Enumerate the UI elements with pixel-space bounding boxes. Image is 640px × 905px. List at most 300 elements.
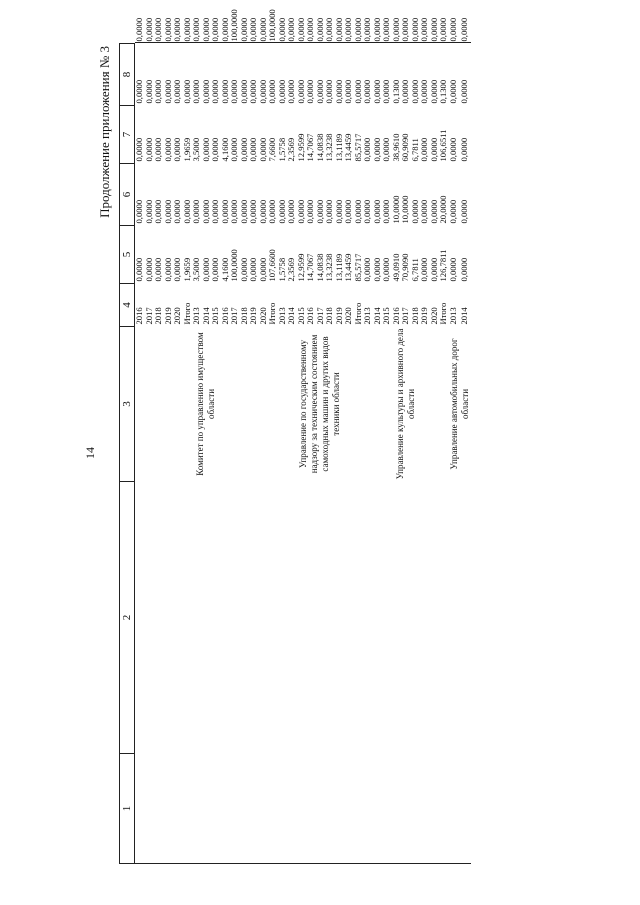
year-cell: Итого: [181, 302, 192, 325]
value-cell: 0,0000: [219, 199, 230, 224]
value-cell: 0,0000: [143, 79, 154, 104]
cell-col1: [287, 754, 297, 864]
value-cell: 0,0000: [409, 199, 420, 224]
cell-col1: [183, 754, 193, 864]
continuation-title: Продолжение приложения № 3: [97, 46, 112, 218]
cell-col2: [287, 482, 297, 754]
value-cell: 12,9599: [295, 253, 306, 282]
cell-col2: [268, 482, 278, 754]
value-cell: 0,0000: [314, 17, 325, 42]
value-cell: 0,0000: [229, 199, 239, 224]
year-cell: 2020: [428, 307, 439, 325]
value-cell: 0,0000: [286, 199, 296, 224]
value-cell: 0,1300: [438, 79, 448, 104]
value-cell: 0,0000: [362, 17, 372, 42]
value-cell: 14,0838: [314, 253, 325, 282]
value-cell: 0,0000: [238, 79, 249, 104]
column-header-row: [120, 43, 135, 864]
value-cell: 0,0000: [333, 17, 344, 42]
year-cell: 2020: [343, 307, 353, 325]
cell-col2: [192, 482, 202, 754]
year-cell: 2019: [248, 307, 258, 325]
cell-col1: [439, 754, 449, 864]
value-cell: 0,0000: [210, 137, 220, 162]
cell-col1: [297, 754, 307, 864]
value-cell: 2,3569: [286, 257, 296, 282]
value-cell: 0,0000: [200, 79, 211, 104]
cell-col1: [344, 754, 354, 864]
value-cell: 85,5717: [352, 253, 363, 282]
table-row: [449, 43, 460, 864]
value-cell: 0,0000: [324, 17, 334, 42]
cell-col2: [344, 482, 354, 754]
value-cell: 0,0000: [153, 17, 163, 42]
value-cell: 0,0000: [191, 17, 201, 42]
value-cell: 126,7811: [438, 249, 448, 282]
value-cell: 0,0000: [362, 79, 372, 104]
value-cell: 0,0000: [458, 137, 469, 162]
value-cell: 0,0000: [381, 17, 391, 42]
value-cell: 3,5000: [191, 137, 201, 162]
cell-col1: [335, 754, 345, 864]
cell-col2: [401, 482, 411, 754]
year-cell: 2014: [371, 307, 382, 325]
value-cell: 0,0000: [238, 257, 249, 282]
cell-col1: [240, 754, 250, 864]
cell-col2: [335, 482, 345, 754]
value-cell: 0,0000: [238, 199, 249, 224]
value-cell: 0,0000: [210, 79, 220, 104]
value-cell: 0,0000: [162, 17, 173, 42]
value-cell: 0,0000: [172, 199, 182, 224]
organization-name: Управление культуры и архивного дела области: [394, 328, 416, 480]
value-cell: 0,0000: [371, 79, 382, 104]
value-cell: 0,0000: [409, 17, 420, 42]
value-cell: 0,0000: [276, 199, 287, 224]
column-header-6: 6: [120, 164, 135, 226]
cell-col2: [259, 482, 269, 754]
column-header-4: 4: [120, 284, 135, 327]
value-cell: 0,0000: [352, 79, 363, 104]
year-cell: 2018: [238, 307, 249, 325]
cell-col2: [211, 482, 221, 754]
value-cell: 14,7067: [305, 253, 315, 282]
cell-col2: [249, 482, 259, 754]
cell-col2: [306, 482, 316, 754]
year-cell: 2018: [324, 307, 334, 325]
value-cell: 0,0000: [210, 257, 220, 282]
value-cell: 0,0000: [295, 17, 306, 42]
year-cell: 2013: [191, 307, 201, 325]
year-cell: 2018: [153, 307, 163, 325]
value-cell: 4,1600: [219, 137, 230, 162]
cell-col2: [173, 482, 183, 754]
value-cell: 0,0000: [134, 257, 144, 282]
cell-col2: [373, 482, 383, 754]
appendix-table: [119, 9, 471, 864]
cell-col2: [164, 482, 174, 754]
value-cell: 0,0000: [362, 199, 372, 224]
cell-col2: [278, 482, 288, 754]
year-cell: 2015: [295, 307, 306, 325]
value-cell: 0,0000: [200, 199, 211, 224]
value-cell: 0,0000: [200, 257, 211, 282]
cell-col1: [392, 754, 402, 864]
value-cell: 0,0000: [295, 199, 306, 224]
value-cell: 0,0000: [162, 79, 173, 104]
rotated-document: [81, 9, 559, 864]
value-cell: 2,3569: [286, 137, 296, 162]
value-cell: 0,0000: [248, 17, 258, 42]
value-cell: 1,5758: [276, 257, 287, 282]
value-cell: 0,0000: [458, 17, 469, 42]
cell-col1: [211, 754, 221, 864]
value-cell: 0,0000: [210, 199, 220, 224]
cell-col2: [420, 482, 430, 754]
organization-name: Управление по государственному надзору за техническим состоянием самоходных машин и других видов техники области: [298, 334, 342, 474]
value-cell: 13,4459: [343, 253, 353, 282]
value-cell: 0,0000: [390, 17, 401, 42]
cell-col2: [354, 482, 364, 754]
value-cell: 13,4459: [343, 133, 353, 162]
value-cell: 0,0000: [276, 17, 287, 42]
cell-col2: [221, 482, 231, 754]
year-cell: 2016: [390, 307, 401, 325]
cell-col2: [145, 482, 155, 754]
value-cell: 1,5758: [276, 137, 287, 162]
cell-col1: [363, 754, 373, 864]
value-cell: 10,0000: [400, 195, 410, 224]
cell-col2: [240, 482, 250, 754]
year-cell: 2015: [210, 307, 220, 325]
year-cell: 2015: [381, 307, 391, 325]
cell-col2: [392, 482, 402, 754]
value-cell: 0,0000: [257, 17, 268, 42]
cell-col1: [221, 754, 231, 864]
value-cell: 0,0000: [181, 199, 192, 224]
cell-col2: [449, 482, 460, 754]
value-cell: 0,0000: [238, 137, 249, 162]
value-cell: 0,0000: [143, 137, 154, 162]
value-cell: 0,0000: [333, 79, 344, 104]
value-cell: 0,0000: [134, 199, 144, 224]
value-cell: 6,7811: [409, 138, 420, 162]
value-cell: 0,0000: [343, 79, 353, 104]
value-cell: 0,0000: [447, 199, 458, 224]
cell-col1: [173, 754, 183, 864]
value-cell: 0,0000: [153, 137, 163, 162]
cell-col1: [316, 754, 326, 864]
column-header-2: 2: [120, 482, 135, 754]
value-cell: 0,0000: [219, 17, 230, 42]
value-cell: 13,1189: [333, 253, 344, 282]
value-cell: 0,0000: [352, 199, 363, 224]
value-cell: 0,1300: [390, 79, 401, 104]
value-cell: 0,0000: [162, 137, 173, 162]
cell-col2: [363, 482, 373, 754]
value-cell: 0,0000: [143, 199, 154, 224]
value-cell: 0,0000: [419, 79, 429, 104]
cell-col2: [460, 482, 471, 754]
cell-col1: [325, 754, 335, 864]
value-cell: 0,0000: [419, 199, 429, 224]
cell-col1: [373, 754, 383, 864]
organization-name: Управление автомобильных дорог области: [448, 338, 470, 470]
value-cell: 0,0000: [400, 17, 410, 42]
value-cell: 0,0000: [428, 79, 439, 104]
value-cell: 0,0000: [134, 79, 144, 104]
value-cell: 6,7811: [409, 258, 420, 282]
value-cell: 0,0000: [458, 199, 469, 224]
cell-col1: [154, 754, 164, 864]
year-cell: 2016: [219, 307, 230, 325]
cell-col1: [249, 754, 259, 864]
table-row: [363, 43, 373, 864]
value-cell: 0,0000: [447, 17, 458, 42]
cell-col1: [278, 754, 288, 864]
value-cell: 0,0000: [305, 17, 315, 42]
year-cell: Итого: [352, 302, 363, 325]
value-cell: 100,0000: [267, 9, 277, 42]
value-cell: 12,9599: [295, 133, 306, 162]
value-cell: 0,0000: [305, 79, 315, 104]
value-cell: 0,0000: [276, 79, 287, 104]
page-number: 14: [83, 447, 97, 459]
value-cell: 14,7067: [305, 133, 315, 162]
value-cell: 0,0000: [153, 199, 163, 224]
cell-col1: [268, 754, 278, 864]
value-cell: 0,0000: [447, 257, 458, 282]
value-cell: 0,0000: [162, 257, 173, 282]
value-cell: 38,9610: [390, 133, 401, 162]
value-cell: 0,0000: [438, 17, 448, 42]
value-cell: 0,0000: [428, 137, 439, 162]
year-cell: 2014: [458, 307, 469, 325]
cell-col1: [382, 754, 392, 864]
value-cell: 0,0000: [191, 199, 201, 224]
year-cell: 2013: [447, 307, 458, 325]
value-cell: 13,3238: [324, 253, 334, 282]
value-cell: 0,0000: [162, 199, 173, 224]
value-cell: 0,0000: [419, 137, 429, 162]
year-cell: 2014: [200, 307, 211, 325]
value-cell: 0,0000: [343, 199, 353, 224]
value-cell: 0,0000: [371, 199, 382, 224]
value-cell: 0,0000: [314, 199, 325, 224]
value-cell: 107,6600: [267, 249, 277, 282]
cell-col1: [401, 754, 411, 864]
value-cell: 0,0000: [143, 257, 154, 282]
value-cell: 0,0000: [200, 137, 211, 162]
cell-col1: [449, 754, 460, 864]
column-header-7: 7: [120, 106, 135, 164]
value-cell: 0,0000: [229, 137, 239, 162]
value-cell: 0,0000: [286, 17, 296, 42]
value-cell: 0,0000: [381, 257, 391, 282]
cell-col1: [306, 754, 316, 864]
value-cell: 1,9659: [181, 137, 192, 162]
value-cell: 0,0000: [286, 79, 296, 104]
value-cell: 0,0000: [381, 137, 391, 162]
cell-col2: [135, 482, 145, 754]
value-cell: 0,0000: [200, 17, 211, 42]
cell-col1: [460, 754, 471, 864]
cell-col2: [325, 482, 335, 754]
value-cell: 106,6511: [438, 129, 448, 162]
cell-col2: [316, 482, 326, 754]
value-cell: 0,0000: [172, 79, 182, 104]
value-cell: 0,0000: [428, 257, 439, 282]
cell-col2: [430, 482, 440, 754]
cell-col1: [354, 754, 364, 864]
value-cell: 0,0000: [238, 17, 249, 42]
cell-col2: [154, 482, 164, 754]
value-cell: 0,0000: [458, 79, 469, 104]
year-cell: 2017: [143, 307, 154, 325]
cell-col2: [202, 482, 212, 754]
cell-col1: [145, 754, 155, 864]
value-cell: 0,0000: [257, 79, 268, 104]
organization-name: Комитет по управлению имуществом области: [195, 332, 217, 476]
value-cell: 3,5000: [191, 257, 201, 282]
value-cell: 0,0000: [248, 257, 258, 282]
value-cell: 0,0000: [428, 17, 439, 42]
value-cell: 0,0000: [428, 199, 439, 224]
table-row: [278, 43, 288, 864]
value-cell: 0,0000: [419, 17, 429, 42]
value-cell: 0,0000: [257, 257, 268, 282]
value-cell: 0,0000: [324, 199, 334, 224]
year-cell: 2017: [400, 307, 410, 325]
column-header-8: 8: [120, 44, 135, 106]
value-cell: 0,0000: [267, 199, 277, 224]
value-cell: 0,0000: [381, 199, 391, 224]
value-cell: 0,0000: [257, 199, 268, 224]
value-cell: 0,0000: [229, 79, 239, 104]
year-cell: 2017: [314, 307, 325, 325]
value-cell: 0,0000: [381, 79, 391, 104]
value-cell: 85,5717: [352, 133, 363, 162]
cell-col2: [439, 482, 449, 754]
year-cell: 2019: [419, 307, 429, 325]
cell-col1: [164, 754, 174, 864]
value-cell: 0,0000: [343, 17, 353, 42]
value-cell: 0,0000: [267, 79, 277, 104]
table-body: [133, 9, 471, 864]
value-cell: 0,0000: [181, 79, 192, 104]
table-row: [135, 43, 145, 864]
cell-col2: [297, 482, 307, 754]
year-cell: 2019: [162, 307, 173, 325]
year-cell: 2017: [229, 307, 239, 325]
value-cell: 0,0000: [371, 17, 382, 42]
value-cell: 0,0000: [458, 257, 469, 282]
value-cell: 0,0000: [419, 257, 429, 282]
value-cell: 13,3238: [324, 133, 334, 162]
value-cell: 70,9090: [400, 253, 410, 282]
column-header-1: 1: [120, 754, 135, 864]
year-cell: Итого: [438, 302, 448, 325]
value-cell: 0,0000: [172, 257, 182, 282]
value-cell: 0,0000: [314, 79, 325, 104]
value-cell: 13,1189: [333, 133, 344, 162]
value-cell: 0,0000: [295, 79, 306, 104]
value-cell: 0,0000: [333, 199, 344, 224]
value-cell: 0,0000: [134, 137, 144, 162]
value-cell: 0,0000: [371, 137, 382, 162]
value-cell: 0,0000: [172, 17, 182, 42]
year-cell: 2020: [257, 307, 268, 325]
value-cell: 0,0000: [172, 137, 182, 162]
value-cell: 0,0000: [324, 79, 334, 104]
year-cell: Итого: [267, 302, 277, 325]
value-cell: 0,0000: [248, 137, 258, 162]
value-cell: 7,6600: [267, 137, 277, 162]
cell-col1: [259, 754, 269, 864]
value-cell: 20,0000: [438, 195, 448, 224]
value-cell: 0,0000: [143, 17, 154, 42]
year-cell: 2018: [409, 307, 420, 325]
year-cell: 2013: [276, 307, 287, 325]
value-cell: 0,0000: [248, 199, 258, 224]
column-header-5: 5: [120, 226, 135, 284]
value-cell: 100,0000: [229, 249, 239, 282]
cell-col2: [382, 482, 392, 754]
cell-col1: [420, 754, 430, 864]
value-cell: 0,0000: [191, 79, 201, 104]
cell-col1: [411, 754, 421, 864]
value-cell: 0,0000: [181, 17, 192, 42]
year-cell: 2016: [305, 307, 315, 325]
value-cell: 0,0000: [362, 257, 372, 282]
value-cell: 10,0000: [390, 195, 401, 224]
year-cell: 2019: [333, 307, 344, 325]
value-cell: 0,0000: [248, 79, 258, 104]
cell-col2: [411, 482, 421, 754]
year-cell: 2014: [286, 307, 296, 325]
value-cell: 49,0910: [390, 253, 401, 282]
column-header-3: 3: [120, 327, 135, 482]
year-cell: 2016: [134, 307, 144, 325]
cell-col1: [230, 754, 240, 864]
cell-col2: [183, 482, 193, 754]
cell-col1: [430, 754, 440, 864]
cell-col1: [135, 754, 145, 864]
value-cell: 0,0000: [219, 79, 230, 104]
value-cell: 0,0000: [362, 137, 372, 162]
year-cell: 2013: [362, 307, 372, 325]
value-cell: 0,0000: [305, 199, 315, 224]
year-cell: 2020: [172, 307, 182, 325]
value-cell: 0,0000: [447, 137, 458, 162]
cell-col1: [202, 754, 212, 864]
cell-col1: [192, 754, 202, 864]
value-cell: 0,0000: [210, 17, 220, 42]
value-cell: 14,0838: [314, 133, 325, 162]
value-cell: 0,0000: [400, 79, 410, 104]
value-cell: 0,0000: [133, 17, 144, 42]
value-cell: 0,0000: [153, 79, 163, 104]
value-cell: 0,0000: [352, 17, 363, 42]
value-cell: 100,0000: [229, 9, 239, 42]
value-cell: 0,0000: [409, 79, 420, 104]
cell-col2: [230, 482, 240, 754]
value-cell: 60,9090: [400, 133, 410, 162]
value-cell: 0,0000: [257, 137, 268, 162]
value-cell: 1,9659: [181, 257, 192, 282]
value-cell: 4,1600: [219, 257, 230, 282]
value-cell: 0,0000: [153, 257, 163, 282]
